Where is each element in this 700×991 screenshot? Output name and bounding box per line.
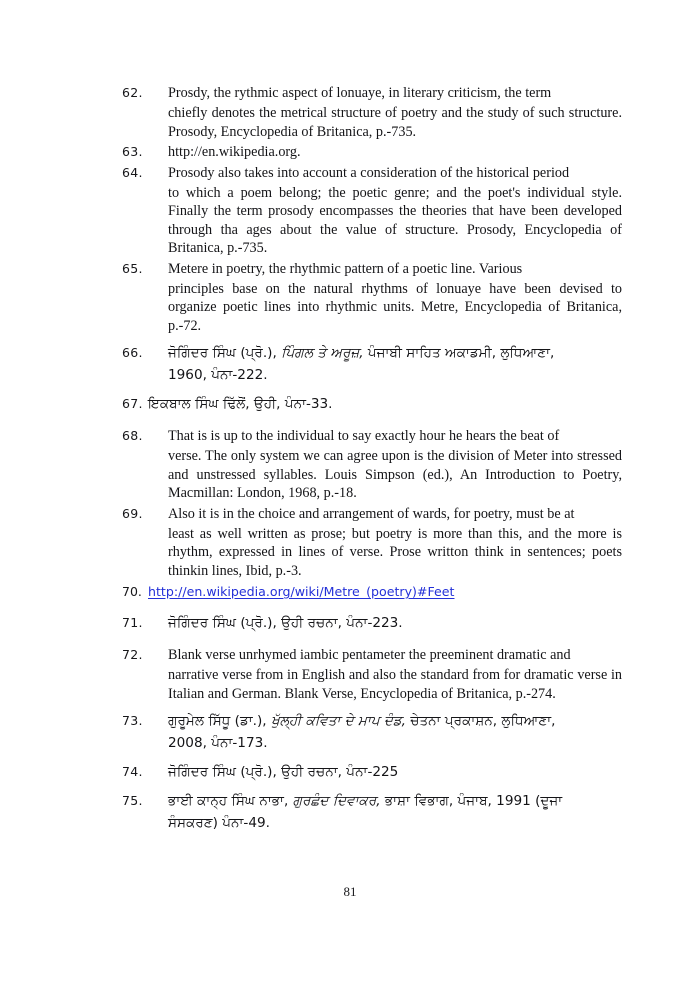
endnote-text (168, 84, 622, 141)
endnote-70 (122, 582, 622, 602)
endnote-publisher: ਚੇਤਨਾ ਪ੍ਰਕਾਸ਼ਨ, ਲੁਧਿਆਣਾ, (406, 713, 556, 729)
endnote-64 (122, 164, 622, 258)
endnote-number: 75. (122, 793, 143, 808)
endnote-number: 70. (122, 584, 142, 599)
endnote-number: 62. (122, 85, 143, 100)
endnote-number: 65. (122, 260, 143, 276)
endnote-rest: least as well written as prose; but poetry is more than this, and the more is rhythm, expressed in lines of verse. Prose writton think in sentences; poets thinkin lines, Ibid, p.-3. (168, 525, 622, 579)
endnote-title-italic: ਪਿੰਗਲ ਤੇ ਅਰੂਜ਼, (281, 345, 364, 361)
endnote-rest: to which a poem belong; the poetic genre; and the poet's individual style. Finally the term prosody encompasses the theories that have been developed through tha ages about the value of structure. Prosody, Encyclopedia of Britanica, p.-735. (168, 184, 622, 256)
endnote-number: 71. (122, 615, 143, 630)
endnote-62 (122, 84, 622, 141)
endnote-title-italic: ਖੁੱਲ੍ਹੀ ਕਵਿਤਾ ਦੇ ਮਾਪ ਦੰਡ, (270, 713, 406, 729)
endnote-text (168, 427, 622, 503)
endnote-text (168, 505, 622, 581)
endnote-number: 63. (122, 144, 143, 159)
endnote-number: 72. (122, 647, 143, 662)
endnote-text (168, 790, 622, 834)
endnote-text: ਜੋਗਿੰਦਰ ਸਿੰਘ (ਪ੍ਰੋ.), ਉਹੀ ਰਚਨਾ, ਪੰਨਾ-223. (168, 615, 403, 631)
endnote-author: ਜੋਗਿੰਦਰ ਸਿੰਘ (ਪ੍ਰੋ.), (168, 345, 282, 361)
endnote-second-line: 2008, ਪੰਨਾ-173. (168, 735, 268, 751)
endnote-number: 74. (122, 764, 143, 779)
endnote-rest: principles base on the natural rhythms of lonuaye have been devised to organize poetic lines into rhythmic units. Metre, Encyclopedia of Britanica, p.-72. (168, 280, 622, 334)
endnote-first-line: Prosody also takes into account a consideration of the historical period (168, 164, 570, 181)
endnote-publisher: ਪੰਜਾਬੀ ਸਾਹਿਤ ਅਕਾਡਮੀ, ਲੁਧਿਆਣਾ, (363, 345, 555, 361)
endnote-text (168, 710, 622, 754)
endnote-text (168, 646, 622, 703)
endnote-text: ਜੋਗਿੰਦਰ ਸਿੰਘ (ਪ੍ਰੋ.), ਉਹੀ ਰਚਨਾ, ਪੰਨਾ-225 (168, 764, 399, 780)
endnote-73 (122, 710, 622, 754)
endnote-number: 68. (122, 428, 143, 443)
endnote-number: 69. (122, 505, 143, 521)
endnote-75 (122, 790, 622, 834)
endnote-first-line: Also it is in the choice and arrangement of wards, for poetry, must be at (168, 505, 575, 522)
endnote-text (168, 164, 622, 258)
endnote-author: ਗੁਰੂਮੇਲ ਸਿੱਧੂ (ਡਾ.), (168, 713, 271, 729)
endnote-text (168, 260, 622, 336)
endnote-first-line: Prosdy, the rythmic aspect of lonuaye, in literary criticism, the term (168, 85, 552, 101)
endnote-number: 67. (122, 396, 143, 411)
endnote-69 (122, 505, 622, 581)
wikipedia-metre-link[interactable]: http://en.wikipedia.org/wiki/Metre_(poetry)#Feet (148, 584, 455, 599)
endnote-text (168, 143, 622, 162)
endnote-number: 66. (122, 345, 143, 360)
endnote-72 (122, 646, 622, 703)
endnote-rest: verse. The only system we can agree upon is the division of Meter into stressed and unstressed syllables. Louis Simpson (ed.), An Introduction to Poetry, Macmillan: London, 1968, p.-18. (168, 448, 622, 501)
endnote-title-italic: ਗੁਰਛੰਦ ਦਿਵਾਕਰ, (292, 793, 381, 809)
endnote-first-line: Blank verse unrhymed iambic pentameter the preeminent dramatic and (168, 647, 571, 663)
endnote-68 (122, 427, 622, 503)
endnotes-list (122, 84, 622, 841)
endnote-text (168, 342, 622, 386)
endnote-rest: chiefly denotes the metrical structure of poetry and the study of such structure. Prosody, Encyclopedia of Britanica, p.-735. (168, 105, 622, 140)
endnote-author: ਭਾਈ ਕਾਨ੍ਹ ਸਿੰਘ ਨਾਭਾ, (168, 793, 293, 809)
endnote-74 (122, 761, 622, 783)
endnote-67 (122, 393, 622, 415)
endnote-text (148, 582, 622, 602)
endnote-second-line: ਸੰਸਕਰਣ) ਪੰਨਾ-49. (168, 815, 270, 831)
endnote-first-line: That is is up to the individual to say exactly hour he hears the beat of (168, 428, 560, 444)
endnote-66 (122, 342, 622, 386)
endnote-publisher: ਭਾਸ਼ਾ ਵਿਭਾਗ, ਪੰਜਾਬ, 1991 (ਦੂਜਾ (380, 793, 563, 809)
endnote-text: ਇਕਬਾਲ ਸਿੰਘ ਢਿੱਲੋਂ, ਉਹੀ, ਪੰਨਾ-33. (148, 396, 333, 412)
endnote-number: 64. (122, 164, 143, 180)
page-number: 81 (343, 884, 357, 899)
endnote-65 (122, 260, 622, 336)
endnote-63 (122, 143, 622, 162)
endnote-second-line: 1960, ਪੰਨਾ-222. (168, 367, 268, 383)
endnote-71 (122, 612, 622, 634)
endnote-first-line: http://en.wikipedia.org. (168, 144, 301, 160)
endnote-rest: narrative verse from in English and also the standard from for dramatic verse in Italian and German. Blank Verse, Encyclopedia of Britanica, p.-274. (168, 667, 622, 702)
endnote-first-line: Metere in poetry, the rhythmic pattern of a poetic line. Various (168, 260, 523, 277)
endnote-number: 73. (122, 713, 143, 728)
